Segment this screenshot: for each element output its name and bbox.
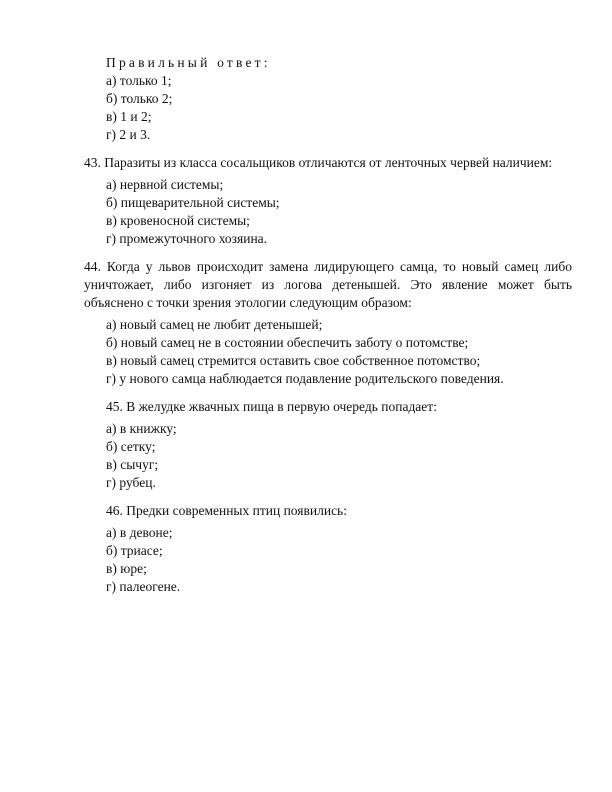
document-content bbox=[84, 54, 572, 596]
question-option: в) сычуг; bbox=[106, 457, 159, 472]
question-text: 45. В желудке жвачных пища в первую очередь попадает: bbox=[106, 399, 437, 414]
question-46 bbox=[106, 502, 572, 596]
question-option: в) юре; bbox=[106, 561, 147, 576]
question-43 bbox=[84, 154, 572, 248]
question-text: 44. Когда у львов происходит замена лидирующего самца, то новый самец либо уничтожает, либо изгоняет из логова детенышей. Это явление может быть объяснено с точки зрения этологии следующим образом: bbox=[84, 259, 572, 310]
question-option: а) новый самец не любит детенышей; bbox=[106, 317, 323, 332]
question-option: б) сетку; bbox=[106, 439, 156, 454]
answer-option: г) 2 и 3. bbox=[106, 127, 151, 142]
answer-heading: Правильный ответ: bbox=[106, 55, 271, 70]
question-option: в) кровеносной системы; bbox=[106, 213, 250, 228]
previous-answer-block bbox=[106, 54, 572, 144]
question-option: б) пищеварительной системы; bbox=[106, 195, 280, 210]
question-option: г) рубец. bbox=[106, 475, 156, 490]
question-text: 46. Предки современных птиц появились: bbox=[106, 503, 347, 518]
question-option: г) палеогене. bbox=[106, 579, 181, 594]
answer-option: б) только 2; bbox=[106, 91, 173, 106]
question-option: а) нервной системы; bbox=[106, 177, 224, 192]
question-option: г) у нового самца наблюдается подавление родительского поведения. bbox=[106, 371, 504, 386]
question-option: а) в книжку; bbox=[106, 421, 177, 436]
question-44 bbox=[84, 258, 572, 388]
question-option: а) в девоне; bbox=[106, 525, 173, 540]
question-option: б) новый самец не в состоянии обеспечить заботу о потомстве; bbox=[106, 335, 469, 350]
question-option: б) триасе; bbox=[106, 543, 163, 558]
question-45 bbox=[106, 398, 572, 492]
answer-option: в) 1 и 2; bbox=[106, 109, 152, 124]
question-option: в) новый самец стремится оставить свое собственное потомство; bbox=[106, 353, 481, 368]
question-text: 43. Паразиты из класса сосальщиков отличаются от ленточных червей наличием: bbox=[84, 155, 553, 170]
question-option: г) промежуточного хозяина. bbox=[106, 231, 268, 246]
answer-option: а) только 1; bbox=[106, 73, 172, 88]
